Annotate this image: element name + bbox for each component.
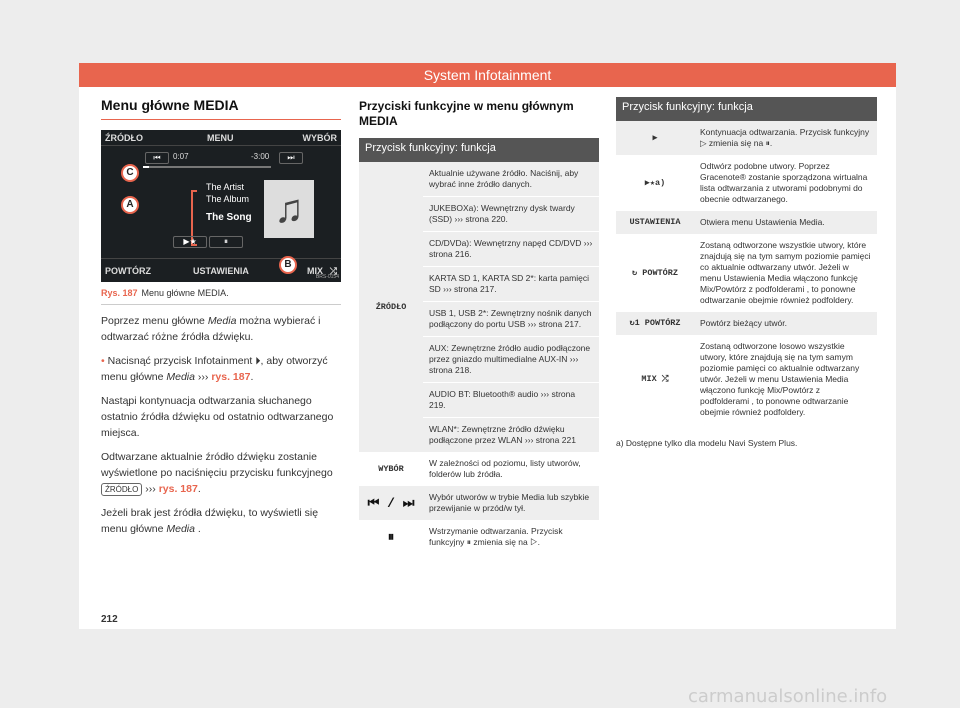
row-key: USTAWIENIA: [629, 217, 681, 227]
continued-rows: [616, 121, 877, 424]
fig-mix-label: MIX: [306, 266, 323, 276]
p1-italic: Media: [207, 315, 237, 327]
p5-text: Jeżeli brak jest źródła dźwięku, to wyświetli się menu główne: [101, 507, 319, 535]
p5-end: .: [194, 523, 201, 535]
buttons-table-continued: [616, 97, 877, 424]
source-key-cell: ŹRÓDŁO: [375, 301, 407, 312]
source-subrow: USB 1, USB 2*: Zewnętrzny nośnik danych podłączony do portu USB ››› strona 217.: [423, 301, 599, 336]
figure-caption: [101, 288, 341, 305]
skip-key: ⏮ / ⏭: [367, 495, 415, 511]
skip-back-icon: ⏮: [145, 152, 169, 164]
row-key: ▶★a): [644, 177, 666, 188]
p2-arrows: ›››: [197, 371, 209, 383]
pause-text: Wstrzymanie odtwarzania. Przycisk funkcyjny ⏸ zmienia się na ▷.: [429, 526, 563, 547]
fig-song: The Song: [206, 212, 252, 223]
paragraph-5: [101, 505, 341, 537]
p1-text-end: można wybierać i odtwarzać różne źródła dźwięku.: [101, 315, 321, 343]
p2-end: .: [250, 371, 254, 383]
skip-forward-icon: ⏭: [279, 152, 303, 164]
select-text: W zależności od poziomu, listy utworów, folderów lub źródła.: [429, 458, 581, 479]
fig-album: The Album: [206, 194, 250, 204]
p4-end: .: [197, 483, 201, 495]
table-row: [616, 155, 877, 211]
paragraph-1: [101, 313, 341, 345]
pause-icon: ⏸: [209, 236, 243, 248]
fig-divider-bottom: [101, 258, 341, 259]
skip-text: Wybór utworów w trybie Media lub szybkie przewijanie w przód/w tył.: [429, 492, 590, 513]
bullet: •: [101, 355, 105, 367]
row-text: Zostaną odtworzone wszystkie utwory, które znajdują się na tym samym poziomie pamięci co aktualnie odtwarzany utwór. Jeżeli w menu Ustawienia Media włączono funkcję Mix/Powtórz z podfolderami , to ponowne odtwarzanie obejmie również podfoldery.: [700, 240, 871, 305]
source-subrow: AUX: Zewnętrzne źródło audio podłączone przez gniazdo multimedialne AUX-IN ››› strona 218.: [423, 336, 599, 382]
paragraph-4: [101, 449, 341, 497]
p2-text-mid: , aby otworzyć menu główne: [101, 355, 328, 383]
select-key: WYBÓR: [378, 463, 404, 474]
header-title: System Infotainment: [79, 63, 896, 87]
table-row: [616, 211, 877, 234]
fig-settings-label: USTAWIENIA: [193, 266, 249, 276]
fig-select-label: WYBÓR: [302, 133, 337, 143]
table-row: [616, 234, 877, 312]
row-text: Powtórz bieżący utwór.: [700, 318, 787, 328]
fig-remaining: -3:00: [251, 152, 270, 161]
table-row-pause: [359, 520, 599, 554]
play-circle-icon: ⏵: [255, 355, 261, 367]
watermark: carmanualsonline.info: [688, 686, 888, 707]
caption-label: Rys. 187: [101, 288, 138, 298]
paragraph-2: [101, 353, 341, 385]
table-row-source: [359, 162, 599, 452]
buttons-heading: Przyciski funkcyjne w menu głównym MEDIA: [359, 99, 574, 128]
fig-elapsed: 0:07: [173, 152, 189, 161]
play-similar-icon: ▶★: [173, 236, 207, 248]
source-subrow: WLAN*: Zewnętrzne źródło dźwięku podłączone przez WLAN ››› strona 221: [423, 417, 599, 452]
buttons-table: [359, 138, 599, 554]
figure-media-screen: [101, 130, 341, 282]
callout-b: B: [279, 256, 297, 274]
table-row: [616, 312, 877, 335]
row-text: Odtwórz podobne utwory. Poprzez Gracenote® zostanie sporządzona wirtualna lista odtwarzania z utworami podobnymi do obecnie odtwarzanego.: [700, 161, 868, 204]
source-subrow: CD/DVDa): Wewnętrzny napęd CD/DVD ››› strona 216.: [423, 231, 599, 266]
caption-text: Menu główne MEDIA.: [141, 288, 229, 298]
page-number: 212: [101, 614, 118, 625]
row-text: Zostaną odtworzone losowo wszystkie utwory, które znajdują się na tym samym poziomie pamięci co aktualnie odtwarzany utwór. Jeżeli w menu Ustawienia Media włączono funkcję Mix/Powtórz z podfolderami , to ponowne odtwarzanie obejmie również podfoldery.: [700, 341, 860, 417]
source-key: ŹRÓDŁO: [101, 483, 142, 496]
p5-italic: Media: [166, 523, 195, 535]
fig-progress-fill: [143, 166, 149, 168]
fig-menu-label: MENU: [207, 133, 234, 143]
p2-italic: Media: [166, 371, 195, 383]
source-subrow: JUKEBOXa): Wewnętrzny dysk twardy (SSD) ››› strona 220.: [423, 196, 599, 231]
shuffle-icon: ⤮: [329, 266, 337, 276]
pause-key: ⏸: [387, 529, 395, 545]
column-2: [359, 99, 599, 554]
table-header-continued: Przycisk funkcyjny: funkcja: [616, 97, 877, 121]
music-note-icon: ♫: [264, 180, 314, 238]
source-subrows: [423, 162, 599, 452]
row-key: ↻ POWTÓRZ: [632, 267, 678, 278]
source-subrow: AUDIO BT: Bluetooth® audio ››› strona 219.: [423, 382, 599, 417]
callout-a: A: [121, 196, 139, 214]
table-row-select: [359, 452, 599, 486]
fig-progress-track: [143, 166, 271, 168]
p4-figure-ref[interactable]: rys. 187: [158, 483, 198, 495]
source-subrow: KARTA SD 1, KARTA SD 2*: karta pamięci SD ››› strona 217.: [423, 266, 599, 301]
row-text: Kontynuacja odtwarzania. Przycisk funkcyjny ▷ zmienia się na ⏸.: [700, 127, 870, 148]
fig-artist: The Artist: [206, 182, 245, 192]
p1-text: Poprzez menu główne: [101, 315, 208, 327]
row-text: Otwiera menu Ustawienia Media.: [700, 217, 825, 227]
table-row: [616, 335, 877, 424]
source-subrow: Aktualnie używane źródło. Naciśnij, aby wybrać inne źródło danych.: [429, 168, 579, 189]
p2-text: Nacisnąć przycisk Infotainment: [107, 355, 256, 367]
fig-repeat-label: POWTÓRZ: [105, 266, 151, 276]
row-key: ↻1 POWTÓRZ: [629, 318, 681, 328]
section-title: Menu główne MEDIA: [101, 97, 341, 120]
row-key: ▶: [652, 132, 658, 143]
table-row: [616, 121, 877, 155]
p4-arrows: ›››: [145, 483, 156, 495]
table-row-skip: [359, 486, 599, 520]
column-3: [616, 97, 877, 448]
p4-text: Odtwarzane aktualnie źródło dźwięku zostanie wyświetlone po naciśnięciu przycisku funkcyjnego: [101, 451, 333, 479]
table-header: Przycisk funkcyjny: funkcja: [359, 138, 599, 162]
callout-c: C: [121, 164, 139, 182]
column-1: [101, 97, 341, 537]
fig-code: BRS-0154: [315, 274, 339, 280]
footnote: a) Dostępne tylko dla modelu Navi System Plus.: [616, 438, 798, 448]
p2-figure-ref[interactable]: rys. 187: [211, 371, 251, 383]
paragraph-3: Nastąpi kontynuacja odtwarzania słuchanego ostatnio źródła dźwięku od ostatnio odtwarzanego miejsca.: [101, 395, 334, 439]
fig-source-label: ŹRÓDŁO: [105, 133, 143, 143]
fig-divider-top: [101, 145, 341, 146]
row-key: MIX ⤮: [641, 374, 669, 384]
